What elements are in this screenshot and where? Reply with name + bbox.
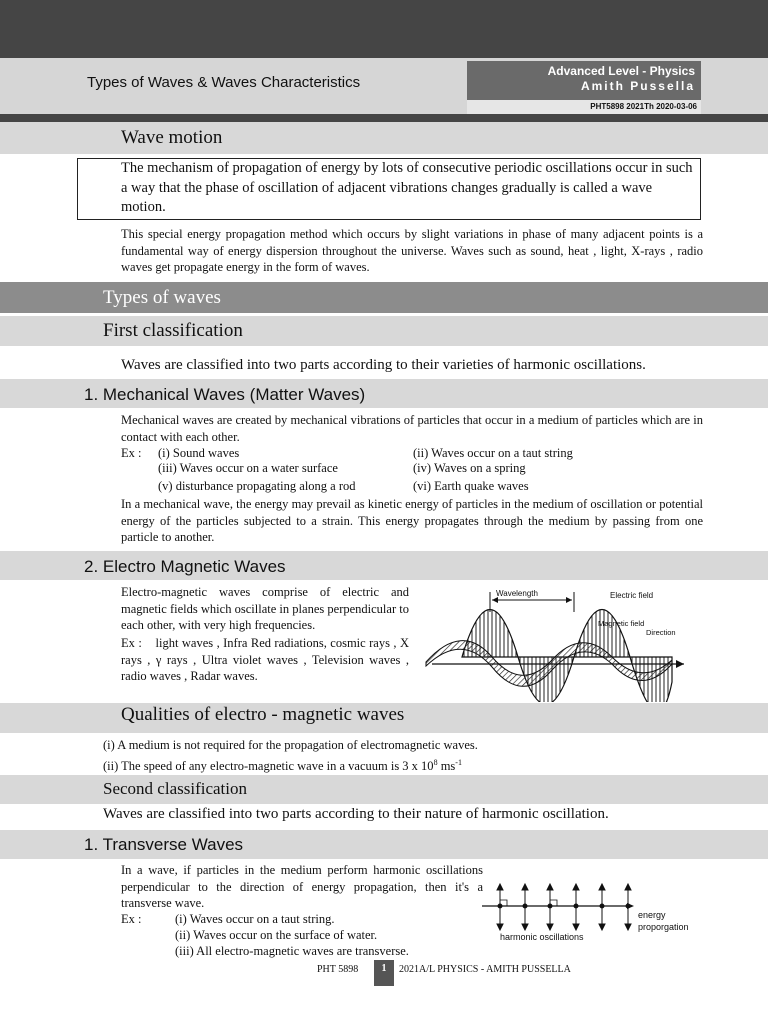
wave-motion-heading: Wave motion [121,127,223,148]
course-author: Amith Pussella [580,79,695,93]
em-ex-label: Ex : [121,636,142,650]
mechanical-heading: 1. Mechanical Waves (Matter Waves) [84,385,366,404]
wave-motion-description: This special energy propagation method which occurs by slight variations in phase of many adjacent points is a fundamental way of energy dispersion throughout the universe. Waves such as sound, heat , light, X-rays , radio waves get propagate energy in the form of waves. [121,227,703,274]
header-divider [0,114,768,122]
mechanical-example: (v) disturbance propagating along a rod [158,479,356,493]
oscillation-arrow [497,884,503,930]
wavelength-arrowhead [566,597,572,603]
types-heading: Types of waves [103,287,221,308]
oscillation-arrow [522,884,528,930]
course-box [467,61,701,100]
second-class-text: Waves are classified into two parts according to their nature of harmonic oscillation. [103,806,609,822]
transverse-example: (i) Waves occur on a taut string. [175,912,335,926]
page-title: Types of Waves & Waves Characteristics [87,74,361,91]
quality-exponent: 8 [433,758,438,767]
transverse-heading: 1. Transverse Waves [84,835,244,854]
mechanical-example: (i) Sound waves [158,446,240,460]
quality-item-text: (ii) The speed of any electro-magnetic wave in a vacuum is 3 x 10 [103,759,434,774]
footer-title: 2021A/L PHYSICS - AMITH PUSSELLA [399,964,571,975]
footer-code: PHT 5898 [317,964,359,975]
transverse-ex-label: Ex : [121,912,142,926]
energy-label: proporgation [638,922,689,932]
oscillation-arrow [573,884,579,930]
mechanical-example: (iii) Waves occur on a water surface [158,461,338,475]
oscillation-arrow [547,884,553,930]
page-number: 1 [374,960,394,986]
mechanical-example: (iv) Waves on a spring [413,461,526,475]
direction-label: Direction [646,628,676,637]
transverse-intro: In a wave, if particles in the medium perform harmonic oscillations perpendicular to the direction of energy propagation, then it's a transverse wave. [121,863,483,910]
footer [0,960,768,986]
transverse-diagram [480,880,710,948]
document-code: PHT5898 2021Th 2020-03-06 [467,100,701,114]
em-heading: 2. Electro Magnetic Waves [84,557,286,576]
second-class-heading: Second classification [103,779,247,798]
first-class-heading: First classification [103,320,243,341]
quality-unit-exponent: -1 [455,758,462,767]
mechanical-example: (ii) Waves occur on a taut string [413,446,573,460]
quality-item [103,755,462,774]
quality-unit: ms [437,759,456,774]
quality-item: (i) A medium is not required for the propagation of electromagnetic waves. [103,738,478,752]
mechanical-example: (vi) Earth quake waves [413,479,529,493]
magnetic-field-label: Magnetic field [598,619,645,628]
oscillation-arrow [599,884,605,930]
mechanical-ex-label: Ex : [121,446,142,460]
qualities-heading: Qualities of electro - magnetic waves [121,704,405,725]
mechanical-outro: In a mechanical wave, the energy may prevail as kinetic energy of particles in the medium of oscillation or potential energy of the particles subjected to a strain. This energy propagates through the medium by passing from one particle to another. [121,497,703,544]
electric-field-label: Electric field [610,591,654,600]
em-wave-diagram [422,582,692,702]
course-subject: Advanced Level - Physics [547,64,695,78]
transverse-example: (iii) All electro-magnetic waves are transverse. [175,944,409,958]
transverse-example: (ii) Waves occur on the surface of water. [175,928,378,942]
em-examples: light waves , Infra Red radiations, cosmic rays , X rays , γ rays , Ultra violet waves , Television waves , radio waves , Radar waves. [121,636,409,683]
em-intro: Electro-magnetic waves comprise of electric and magnetic fields which oscillate in planes perpendicular to each other, with very high frequencies. [121,585,409,632]
oscillation-arrow [625,884,631,930]
direction-arrowhead [676,660,684,668]
em-examples-block [121,635,409,685]
energy-label: energy [638,910,666,920]
mechanical-intro: Mechanical waves are created by mechanical vibrations of particles that occur in a medium of particles which are in contact with each other. [121,413,703,444]
oscillation-label: harmonic oscillations [500,932,584,942]
wave-motion-band [0,122,768,154]
wave-motion-definition: The mechanism of propagation of energy by lots of consecutive periodic oscillations occur in such a way that the phase of oscillation of adjacent vibrations changes gradually is called a wave motion. [121,160,693,215]
first-class-text: Waves are classified into two parts according to their varieties of harmonic oscillations. [121,357,646,373]
wavelength-label: Wavelength [496,589,538,598]
top-dark-bar [0,0,768,58]
